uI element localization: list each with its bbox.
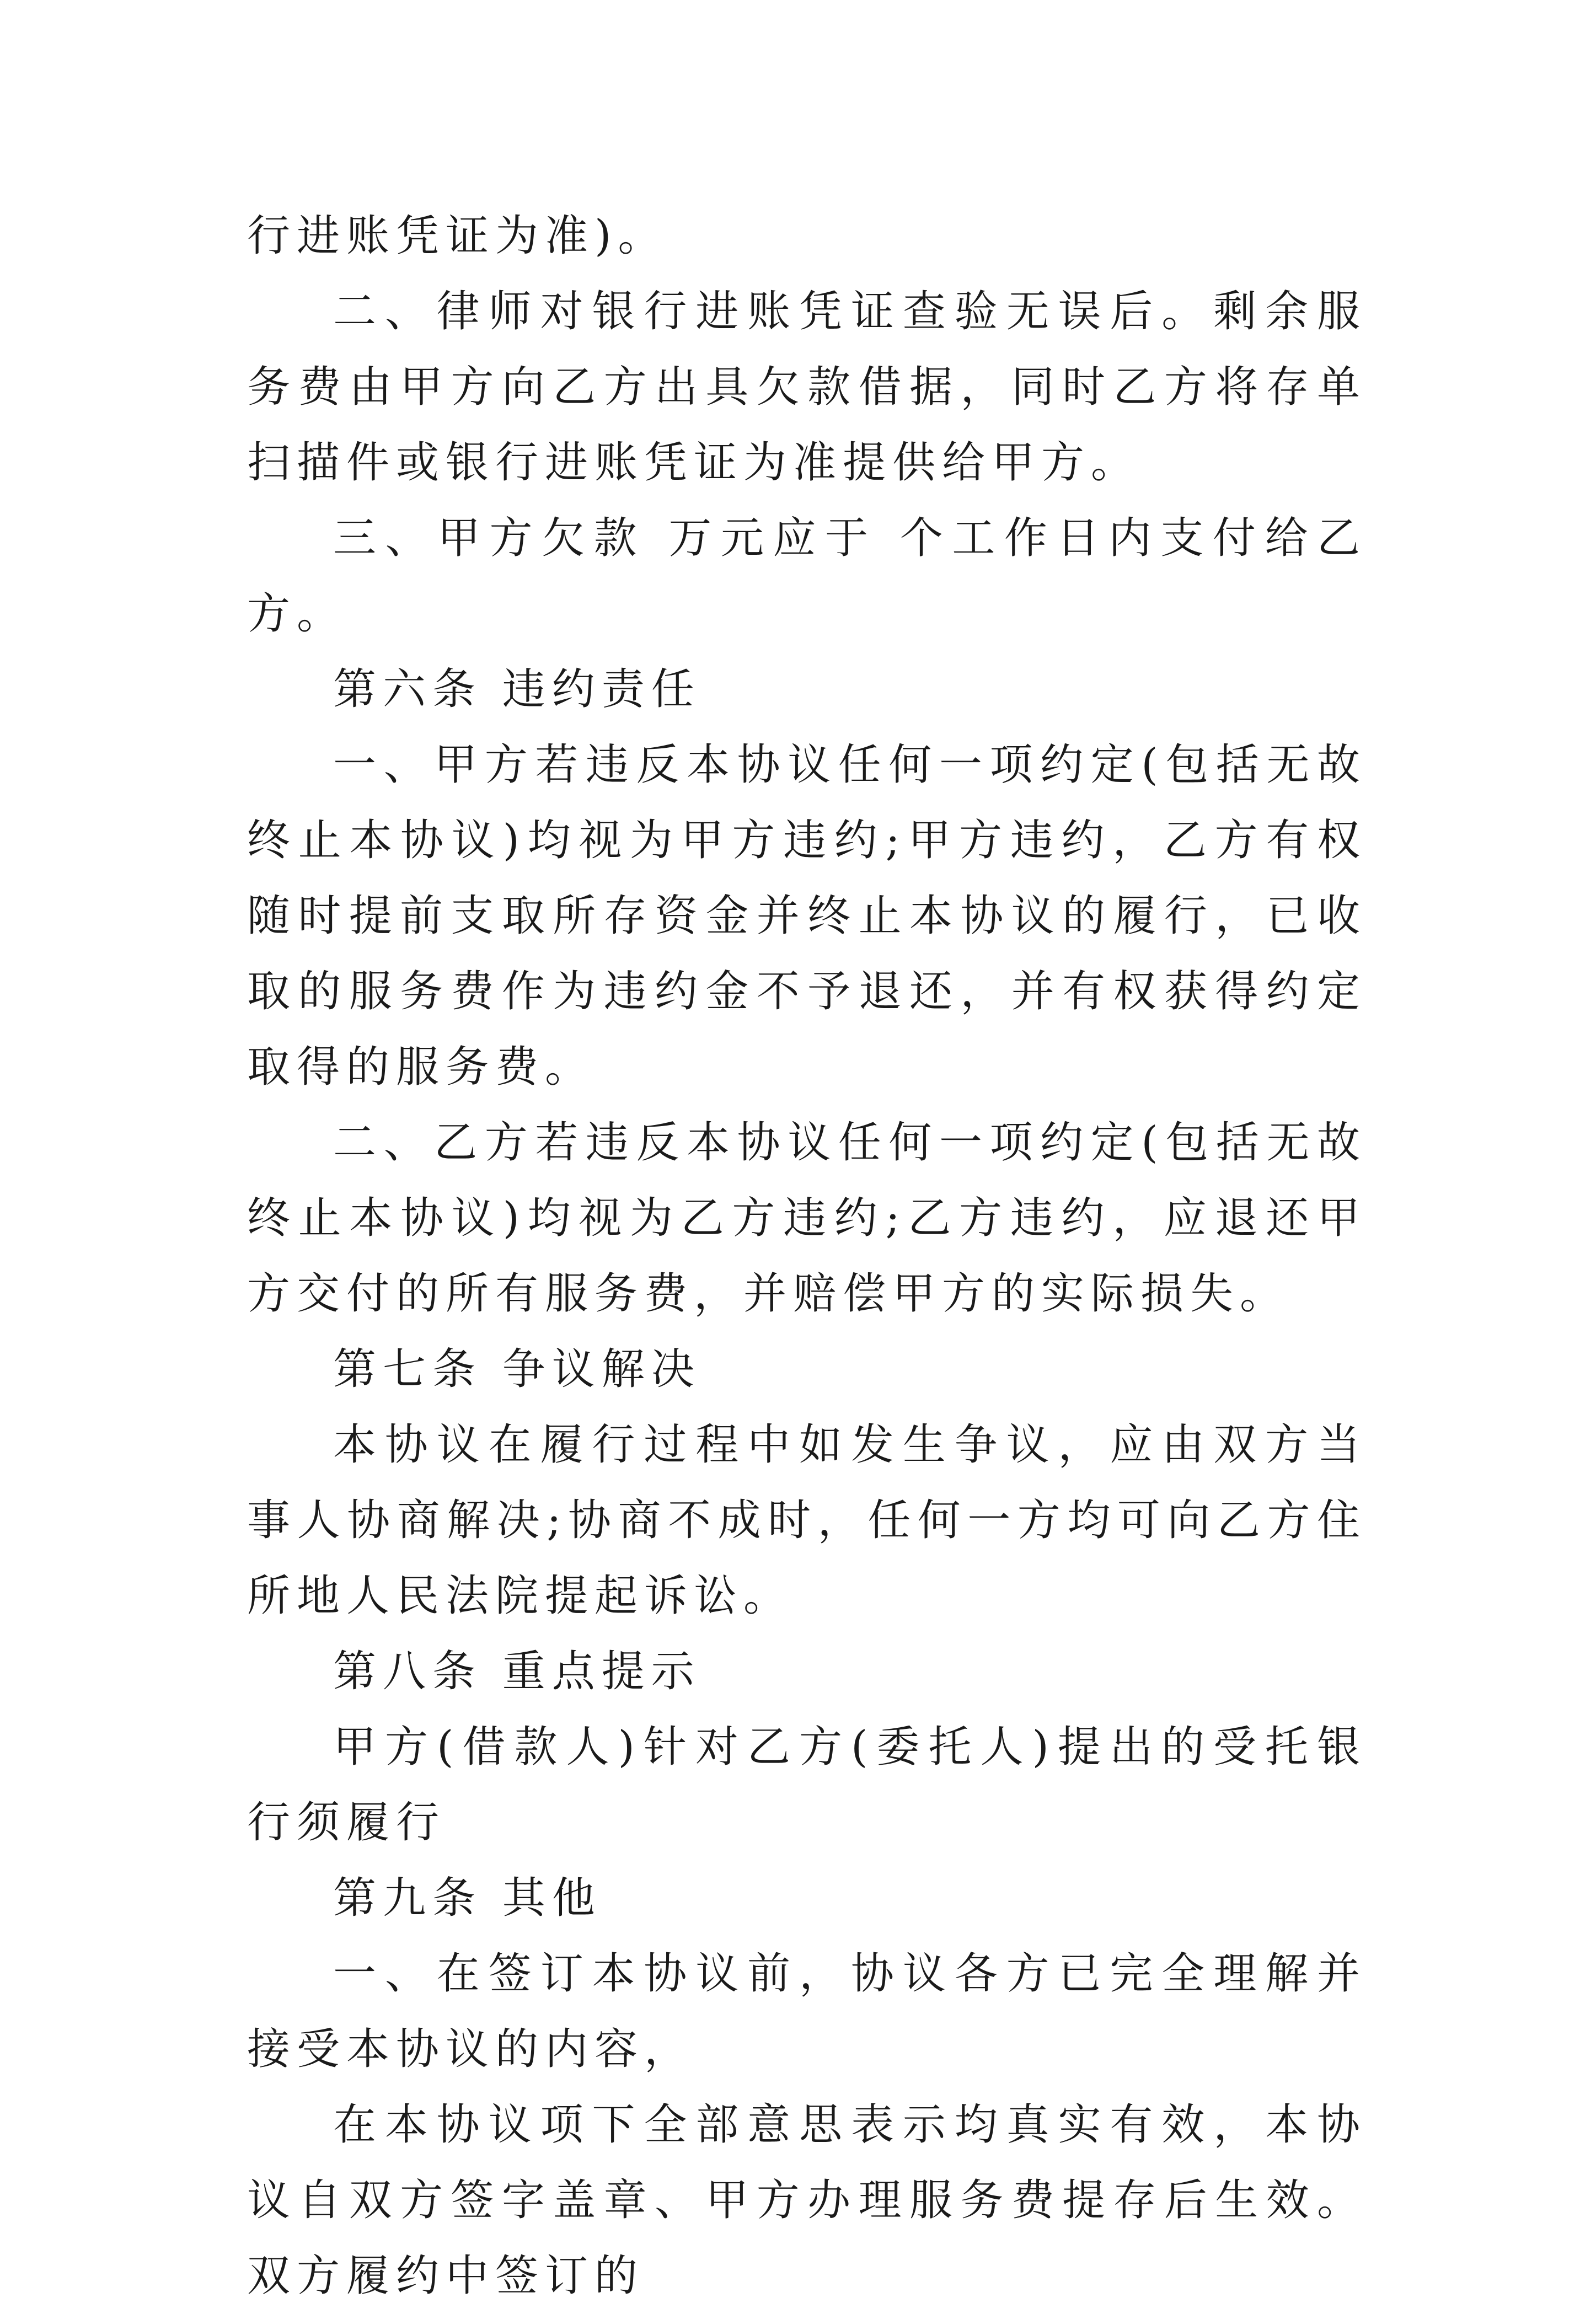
paragraph-clause-5-2: 二、律师对银行进账凭证查验无误后。剩余服务费由甲方向乙方出具欠款借据，同时乙方将存单扫描件或银行进账凭证为准提供给甲方。 — [247, 287, 1367, 488]
article-9-heading: 第九条 其他 — [333, 1873, 602, 1923]
paragraph-clause-9-1-cont: 在本协议项下全部意思表示均真实有效，本协议自双方签字盖章、甲方办理服务费提存后生效。双方履约中签订的 — [247, 2100, 1367, 2301]
paragraph-clause-6-1: 一、甲方若违反本协议任何一项约定(包括无故终止本协议)均视为甲方违约;甲方违约，乙方有权随时提前支取所存资金并终止本协议的履行，已收取的服务费作为违约金不予退还，并有权获得约定取得的服务费。 — [247, 740, 1367, 1092]
paragraph-continuation: 行进账凭证为准)。 — [247, 211, 668, 261]
article-8-heading: 第八条 重点提示 — [333, 1647, 701, 1696]
paragraph-clause-6-2: 二、乙方若违反本协议任何一项约定(包括无故终止本协议)均视为乙方违约;乙方违约，应退还甲方交付的所有服务费，并赔偿甲方的实际损失。 — [247, 1118, 1367, 1319]
paragraph-clause-9-1: 一、在签订本协议前，协议各方已完全理解并接受本协议的内容， — [247, 1949, 1367, 2074]
article-7-heading: 第七条 争议解决 — [333, 1345, 701, 1394]
document-body — [247, 199, 1367, 2314]
paragraph-article-7: 本协议在履行过程中如发生争议，应由双方当事人协商解决;协商不成时，任何一方均可向乙方住所地人民法院提起诉讼。 — [247, 1420, 1367, 1621]
paragraph-article-8: 甲方(借款人)针对乙方(委托人)提出的受托银行须履行 — [247, 1722, 1367, 1847]
paragraph-clause-5-3: 三、甲方欠款 万元应于 个工作日内支付给乙方。 — [247, 513, 1367, 639]
article-6-heading: 第六条 违约责任 — [333, 665, 701, 714]
